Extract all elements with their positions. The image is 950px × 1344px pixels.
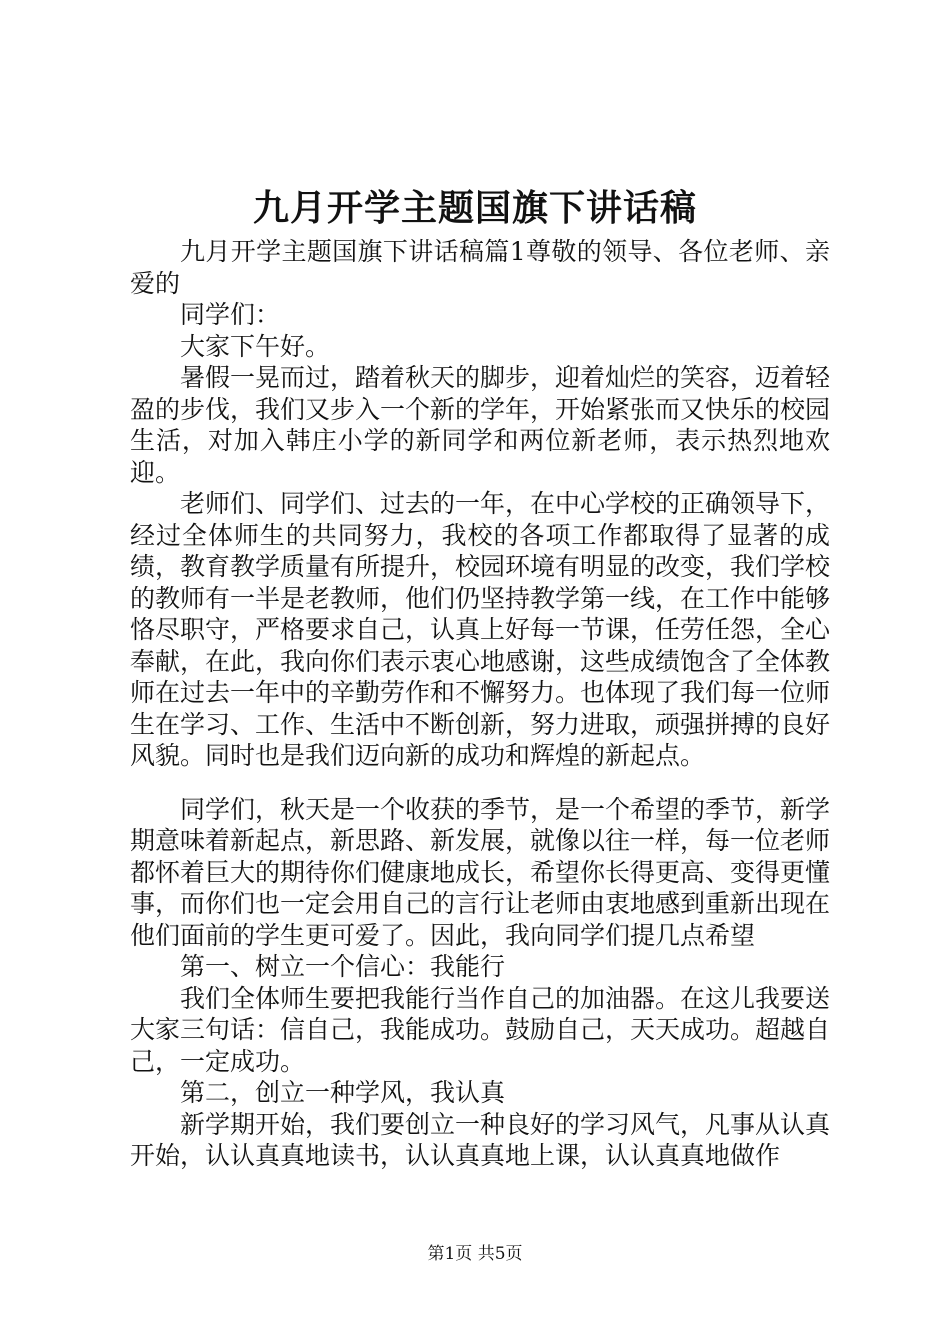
paragraph-10: 新学期开始，我们要创立一种良好的学习风气，凡事从认真开始，认认真真地读书，认认真真地上课，认认真真地做作 — [130, 1109, 831, 1170]
paragraph-1: 九月开学主题国旗下讲话稿篇1尊敬的领导、各位老师、亲爱的 — [130, 237, 830, 298]
paragraph-7: 第一、树立一个信心：我能行 — [180, 952, 506, 981]
paragraph-9: 第二，创立一种学风，我认真 — [180, 1078, 506, 1107]
paragraph-5: 老师们、同学们、过去的一年，在中心学校的正确领导下，经过全体师生的共同努力，我校的各项工作都取得了显著的成绩，教育教学质量有所提升，校园环境有明显的改变，我们学校的教师有一半是老教师，他们仍坚持教学第一线，在工作中能够恪尽职守，严格要求自己，认真上好每一节课，任劳任怨，全心奉献，在此，我向你们表示衷心地感谢，这些成绩饱含了全体教师在过去一年中的辛勤劳作和不懈努力。也体现了我们每一位师生在学习、工作、生活中不断创新，努力进取，顽强拼搏的良好风貌。同时也是我们迈向新的成功和辉煌的新起点。 — [130, 489, 831, 770]
paragraph-3: 大家下午好。 — [180, 331, 331, 361]
paragraph-2: 同学们： — [180, 300, 281, 329]
document-title: 九月开学主题国旗下讲话稿 — [252, 187, 697, 229]
document-body — [130, 236, 830, 1172]
paragraph-6: 同学们，秋天是一个收获的季节，是一个希望的季节，新学期意味着新起点，新思路、新发展，就像以往一样，每一位老师都怀着巨大的期待你们健康地成长，希望你长得更高、变得更懂事，而你们也一定会用自己的言行让老师由衷地感到重新出现在他们面前的学生更可爱了。因此，我向同学们提几点希望 — [130, 794, 831, 950]
paragraph-4: 暑假一晃而过，踏着秋天的脚步，迎着灿烂的笑容，迈着轻盈的步伐，我们又步入一个新的学年，开始紧张而又快乐的校园生活，对加入韩庄小学的新同学和两位新老师，表示热烈地欢迎。 — [130, 363, 831, 487]
paragraph-8: 我们全体师生要把我能行当作自己的加油器。在这儿我要送大家三句话：信自己，我能成功。鼓励自己，天天成功。超越自己，一定成功。 — [130, 983, 831, 1076]
page-footer: 第1页 共5页 — [427, 1244, 523, 1264]
